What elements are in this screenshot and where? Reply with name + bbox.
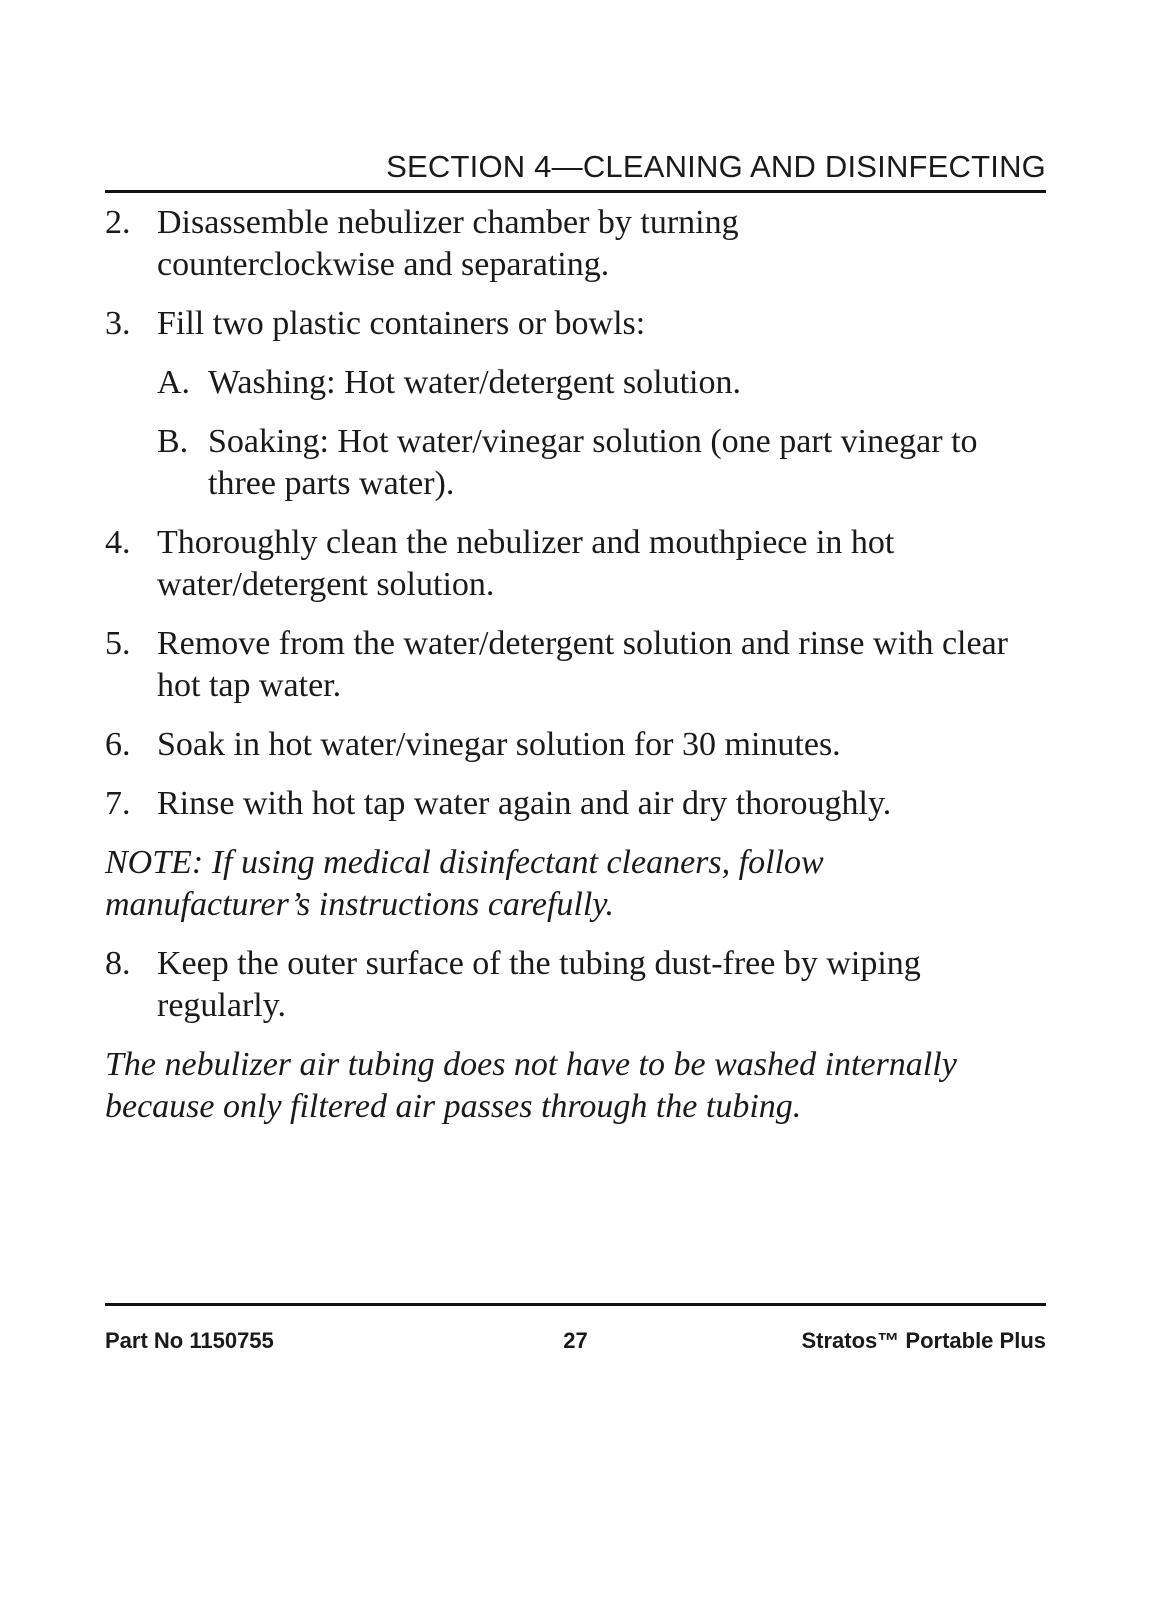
step-number: 3. — [105, 305, 131, 342]
tubing-note: The nebulizer air tubing does not have to be washed internally because only filtered air passes through the tubing. — [105, 1046, 957, 1125]
step-7 — [105, 783, 1046, 825]
step-4 — [105, 522, 1046, 606]
step-text: Fill two plastic containers or bowls: — [157, 305, 646, 342]
step-number: 6. — [105, 726, 131, 763]
page-content — [105, 202, 1046, 1145]
substep-a — [105, 362, 1046, 404]
step-5 — [105, 623, 1046, 707]
step-6 — [105, 724, 1046, 766]
substep-letter: B. — [157, 423, 189, 460]
substep-b — [105, 421, 1046, 505]
substep-letter: A. — [157, 364, 191, 401]
page-number: 27 — [563, 1328, 588, 1353]
step-number: 2. — [105, 204, 131, 241]
step-number: 8. — [105, 945, 131, 982]
section-header — [105, 148, 1046, 193]
step-text: Remove from the water/detergent solution and rinse with clear hot tap water. — [157, 625, 1008, 704]
step-number: 5. — [105, 625, 131, 662]
step-text: Rinse with hot tap water again and air dry thoroughly. — [157, 785, 892, 822]
step-8 — [105, 943, 1046, 1027]
substep-text: Soaking: Hot water/vinegar solution (one part vinegar to three parts water). — [208, 423, 978, 502]
section-title: SECTION 4—CLEANING AND DISINFECTING — [386, 149, 1046, 184]
step-text: Thoroughly clean the nebulizer and mouthpiece in hot water/detergent solution. — [157, 524, 895, 603]
disinfectant-note: NOTE: If using medical disinfectant cleaners, follow manufacturer’s instructions carefully. — [105, 844, 824, 923]
step-text: Keep the outer surface of the tubing dust-free by wiping regularly. — [157, 945, 921, 1024]
step-text: Disassemble nebulizer chamber by turning counterclockwise and separating. — [157, 204, 739, 283]
step-text: Soak in hot water/vinegar solution for 30 minutes. — [157, 726, 841, 763]
substep-text: Washing: Hot water/detergent solution. — [208, 364, 741, 401]
footer-divider — [105, 1303, 1046, 1306]
product-name: Stratos™ Portable Plus — [801, 1328, 1046, 1353]
step-2 — [105, 202, 857, 286]
part-number: Part No 1150755 — [105, 1328, 274, 1353]
step-3 — [105, 303, 1046, 345]
step-number: 4. — [105, 524, 131, 561]
step-number: 7. — [105, 785, 131, 822]
page-footer — [105, 1326, 1046, 1356]
